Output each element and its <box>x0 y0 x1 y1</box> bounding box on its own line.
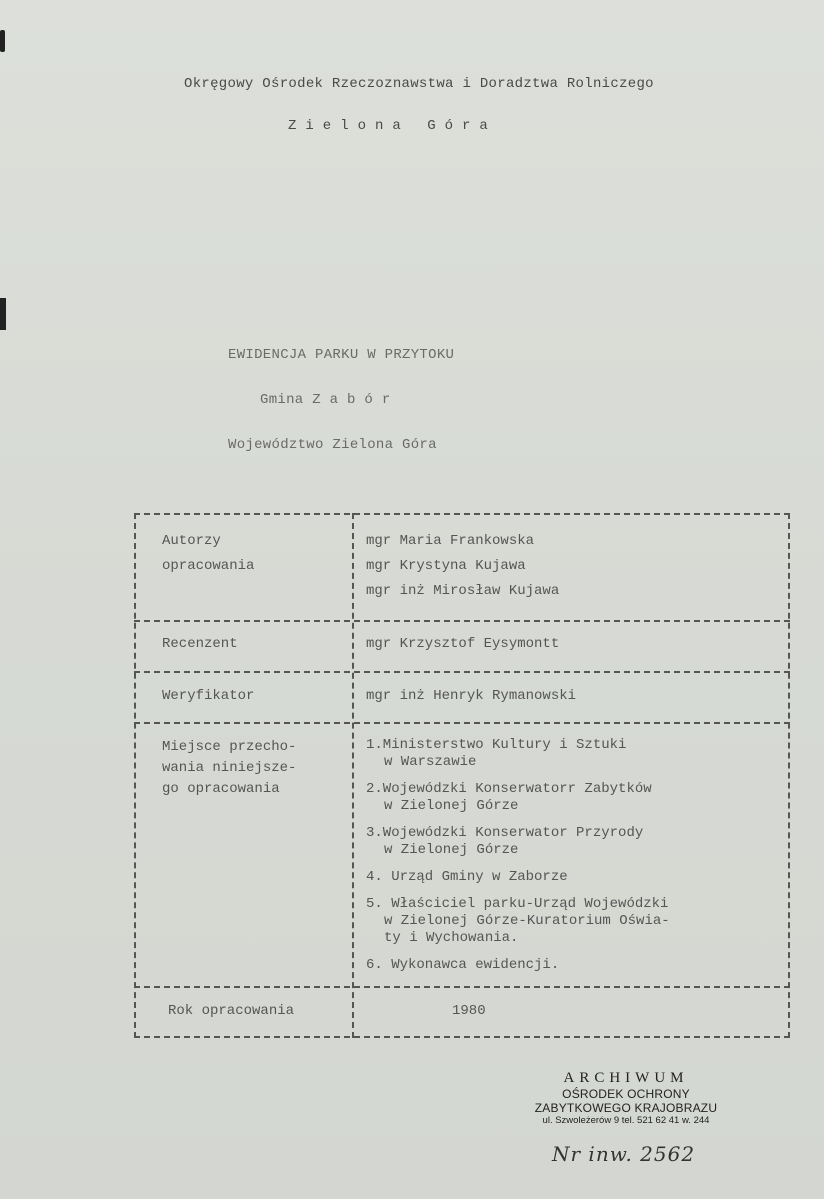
stamp-line-2: OŚRODEK OCHRONY <box>562 1087 690 1101</box>
document-title: EWIDENCJA PARKU W PRZYTOKU <box>228 347 455 363</box>
storage-item: 1.Ministerstwo Kultury i Sztuki <box>366 737 627 753</box>
commune-label: Gmina <box>260 392 313 408</box>
value-verifier: mgr inż Henryk Rymanowski <box>366 688 577 704</box>
label-verifier: Weryfikator <box>162 688 255 704</box>
binding-mark-middle <box>0 298 6 330</box>
commune-name: Zabór <box>312 392 400 408</box>
storage-item: w Warszawie <box>384 754 477 770</box>
storage-item: w Zielonej Górze-Kuratorium Oświa- <box>384 913 670 929</box>
stamp-line-4: ul. Szwoleżerów 9 tel. 521 62 41 w. 244 <box>542 1115 710 1126</box>
row-divider <box>134 722 790 724</box>
city-name: Zielona Góra <box>288 118 497 134</box>
table-border-right <box>788 513 790 1038</box>
storage-item: 4. Urząd Gminy w Zaborze <box>366 869 568 885</box>
label-line: Autorzy <box>162 533 221 549</box>
label-line: wania niniejsze- <box>162 760 297 776</box>
table-border-left <box>134 513 136 1038</box>
storage-item: 5. Właściciel parku-Urząd Wojewódzki <box>366 896 669 912</box>
archive-stamp <box>516 1070 736 1126</box>
metadata-table <box>134 513 790 1038</box>
author-name: mgr Maria Frankowska <box>366 533 535 549</box>
table-border-top <box>134 513 790 515</box>
label-storage <box>162 737 296 800</box>
stamp-line-1: ARCHIWUM <box>563 1070 689 1086</box>
stamp-line-3: ZABYTKOWEGO KRAJOBRAZU <box>534 1101 718 1115</box>
storage-item: 6. Wykonawca ewidencji. <box>366 957 560 973</box>
label-authors <box>162 531 254 577</box>
value-authors <box>366 531 559 602</box>
institution-name: Okręgowy Ośrodek Rzeczoznawstwa i Doradztwa Rolniczego <box>184 76 654 92</box>
table-border-bottom <box>134 1036 790 1038</box>
row-divider <box>134 986 790 988</box>
storage-item: 2.Wojewódzki Konserwatorr Zabytków <box>366 781 652 797</box>
storage-item: 3.Wojewódzki Konserwator Przyrody <box>366 825 644 841</box>
value-storage <box>366 737 670 974</box>
column-divider <box>352 513 354 1038</box>
label-line: go opracowania <box>162 781 280 797</box>
label-line: Miejsce przecho- <box>162 739 297 755</box>
label-line: opracowania <box>162 558 255 574</box>
label-reviewer: Recenzent <box>162 636 238 652</box>
voivodeship-line: Województwo Zielona Góra <box>228 437 437 453</box>
author-name: mgr inż Mirosław Kujawa <box>366 583 560 599</box>
row-divider <box>134 671 790 673</box>
inventory-number: Nr inw. 2562 <box>552 1142 696 1166</box>
row-divider <box>134 620 790 622</box>
storage-item: w Zielonej Górze <box>384 798 519 814</box>
storage-item: w Zielonej Górze <box>384 842 519 858</box>
label-year: Rok opracowania <box>168 1003 295 1019</box>
author-name: mgr Krystyna Kujawa <box>366 558 526 574</box>
storage-item: ty i Wychowania. <box>384 930 519 946</box>
commune-line <box>260 392 399 408</box>
binding-mark-top <box>0 30 5 52</box>
value-year: 1980 <box>452 1003 486 1019</box>
value-reviewer: mgr Krzysztof Eysymontt <box>366 636 560 652</box>
